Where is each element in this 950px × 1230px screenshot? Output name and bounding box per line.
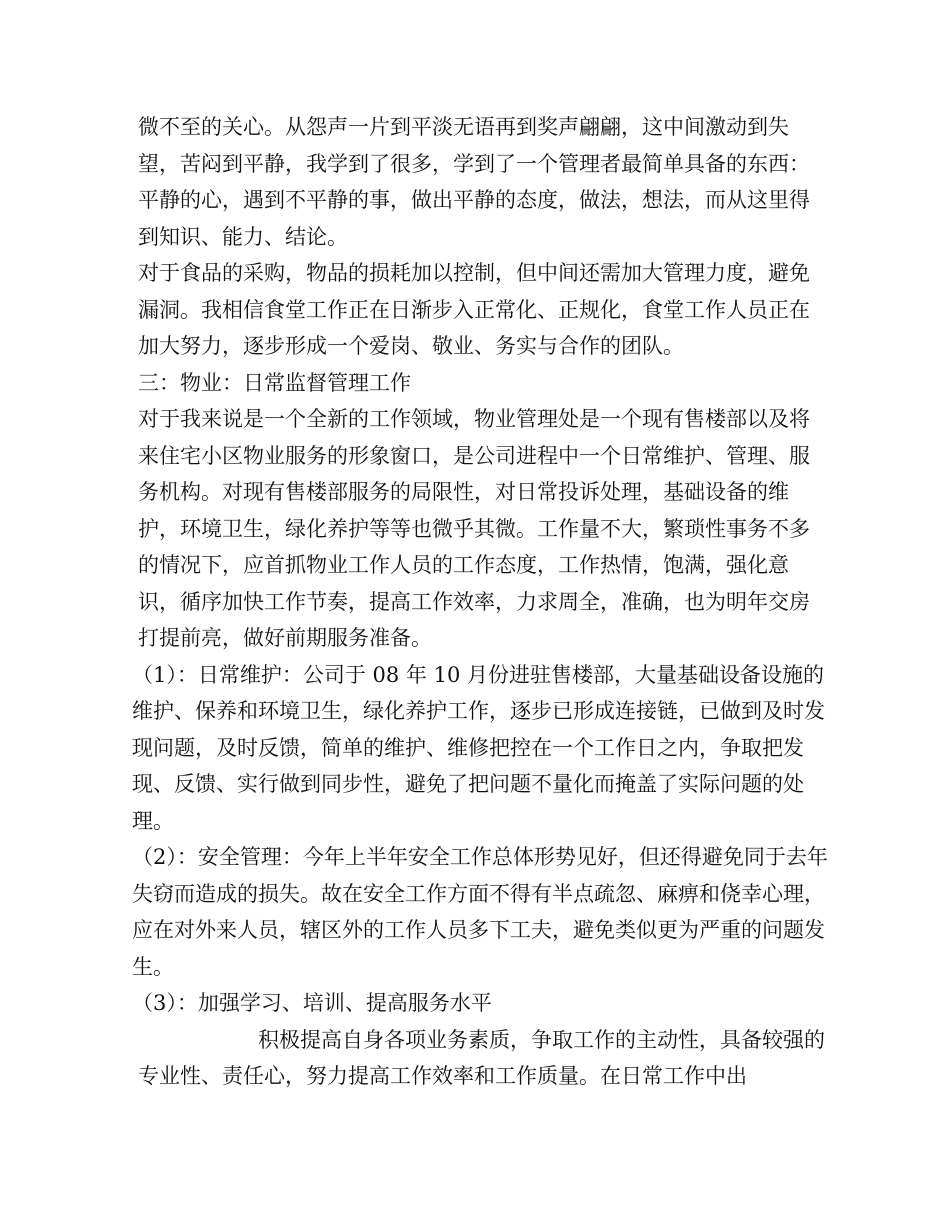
section-heading-property: 三：物业：日常监督管理工作 — [138, 370, 411, 395]
paragraph-property-intro: 对于我来说是一个全新的工作领域，物业管理处是一个现有售楼部以及将来住宅小区物业服务的形象窗口，是公司进程中一个日常维护、管理、服务机构。对现有售楼部服务的局限性，对日常投诉处理，基础设备的维护，环境卫生，绿化养护等等也微乎其微。工作量不大，繁琐性事务不多的情况下，应首抓物业工作人员的工作态度，工作热情，饱满，强化意识，循序加快工作节奏，提高工作效率，力求周全，准确，也为明年交房打提前亮，做好前期服务准备。 — [138, 407, 810, 650]
paragraph-training-detail: 积极提高自身各项业务素质，争取工作的主动性，具备较强的专业性、责任心，努力提高工作效率和工作质量。在日常工作中出 — [138, 1027, 825, 1088]
paragraph-canteen-summary: 微不至的关心。从怨声一片到平淡无语再到奖声翩翩，这中间激动到失望，苦闷到平静，我学到了很多，学到了一个管理者最简单具备的东西：平静的心，遇到不平静的事，做出平静的态度，做法，想法，而从这里得到知识、能力、结论。 — [138, 115, 810, 249]
paragraph-food-procurement: 对于食品的采购，物品的损耗加以控制，但中间还需加大管理力度，避免漏洞。我相信食堂工作正在日渐步入正常化、正规化，食堂工作人员正在加大努力，逐步形成一个爱岗、敬业、务实与合作的团队。 — [138, 261, 810, 358]
subheading-training: （3）：加强学习、培训、提高服务水平 — [132, 991, 492, 1015]
paragraph-safety-management: （2）：安全管理：今年上半年安全工作总体形势见好，但还得避免同于去年失窃而造成的损失。故在安全工作方面不得有半点疏忽、麻痹和侥幸心理，应在对外来人员，辖区外的工作人员多下工夫，避免类似更为严重的问题发生。 — [132, 845, 828, 979]
document-body — [132, 109, 828, 1095]
paragraph-daily-maintenance: （1）：日常维护：公司于 08 年 10 月份进驻售楼部，大量基础设备设施的维护、保养和环境卫生，绿化养护工作，逐步已形成连接链，已做到及时发现问题，及时反馈，简单的维护、维修把控在一个工作日之内，争取把发现、反馈、实行做到同步性，避免了把问题不量化而掩盖了实际问题的处理。 — [132, 662, 825, 833]
